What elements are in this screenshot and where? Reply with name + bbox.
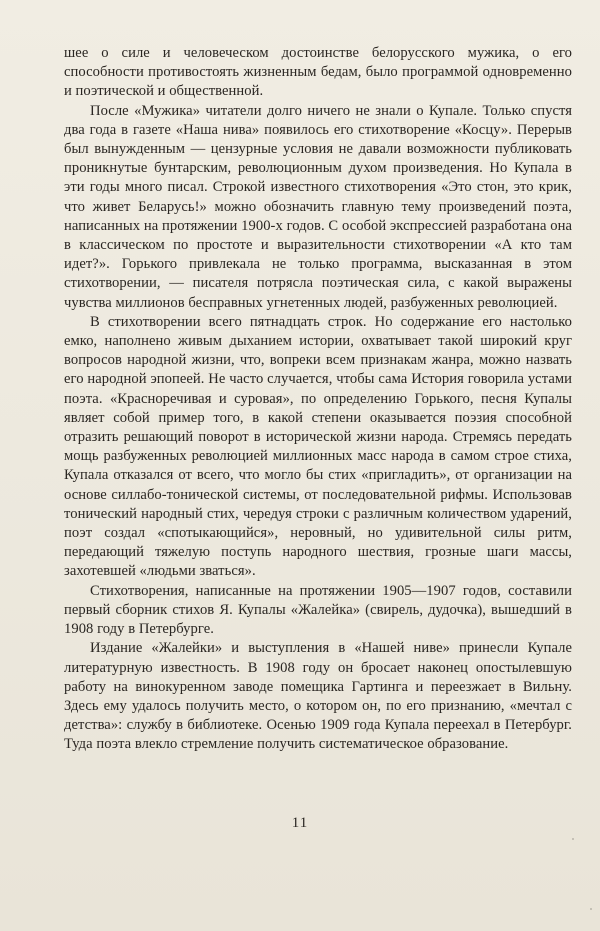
page-number: 11 (291, 815, 309, 831)
paper-speck (572, 838, 574, 840)
paragraph-2: После «Мужика» читатели долго ничего не знали о Купале. Только спустя два года в газете «Наша нива» появилось его стихотворение «Косцу». Перерыв был вынужденным — цензурные условия не давали возможности публиковать проникнутые бунтарским, революционным духом произведения. Но Купала в эти годы много писал. Строкой известного стихотворения «Это стон, это крик, что живет Беларусь!» можно обозначить главную тему произведений поэта, написанных на протяжении 1900-х годов. С особой экспрессией разработана она в классическом по простоте и выразительности стихотворении «А кто там идет?». Горького привлекала не только программа, высказанная в этом стихотворении, — писателя потрясла поэтическая сила, с какой выражены чувства миллионов бесправных угнетенных людей, разбуженных революцией. (64, 102, 572, 311)
body-text (64, 44, 572, 755)
paragraph-1: шее о силе и человеческом достоинстве белорусского мужика, о его способности противостоять жизненным бедам, было программой одновременно и поэтической и общественной. (64, 45, 572, 100)
paragraph-5: Издание «Жалейки» и выступления в «Нашей ниве» принесли Купале литературную известность. В 1908 году он бросает наконец опостылевшую работу на винокуренном заводе помещика Гартинга и переезжает в Вильну. Здесь ему удалось получить место, о котором он, по его признанию, «мечтал с детства»: службу в библиотеке. Осенью 1909 года Купала переехал в Петербург. Туда поэта влекло стремление получить систематическое образование. (64, 640, 572, 753)
paragraph-4: Стихотворения, написанные на протяжении 1905—1907 годов, составили первый сборник стихов Я. Купалы «Жалейка» (свирель, дудочка), вышедший в 1908 году в Петербурге. (64, 582, 572, 638)
paragraph-3: В стихотворении всего пятнадцать строк. Но содержание его настолько емко, наполнено живым дыханием истории, охватывает такой широкий круг вопросов народной жизни, что, вопреки всем признакам жанра, можно назвать его народной эпопеей. Не часто случается, чтобы сама История говорила устами поэта. «Красноречивая и суровая», по определению Горького, песня Купалы являет собой пример того, в какой степени оказывается поэзия способной отразить решающий поворот в исторической жизни народа. Стремясь передать мощь разбуженных революцией миллионных масс народа в самом строе стиха, Купала отказался от всего, что могло бы стих «пригладить», от организации на основе силлабо-тонической системы, от последовательной рифмы. Использовав тонический народный стих, чередуя строки с различным количеством ударений, поэт создал «спотыкающийся», неровный, но удивительной силы ритм, передающий тяжелую поступь народного шествия, грозные шаги массы, захотевшей «людьми зваться». (64, 313, 572, 580)
paper-speck (590, 908, 592, 910)
